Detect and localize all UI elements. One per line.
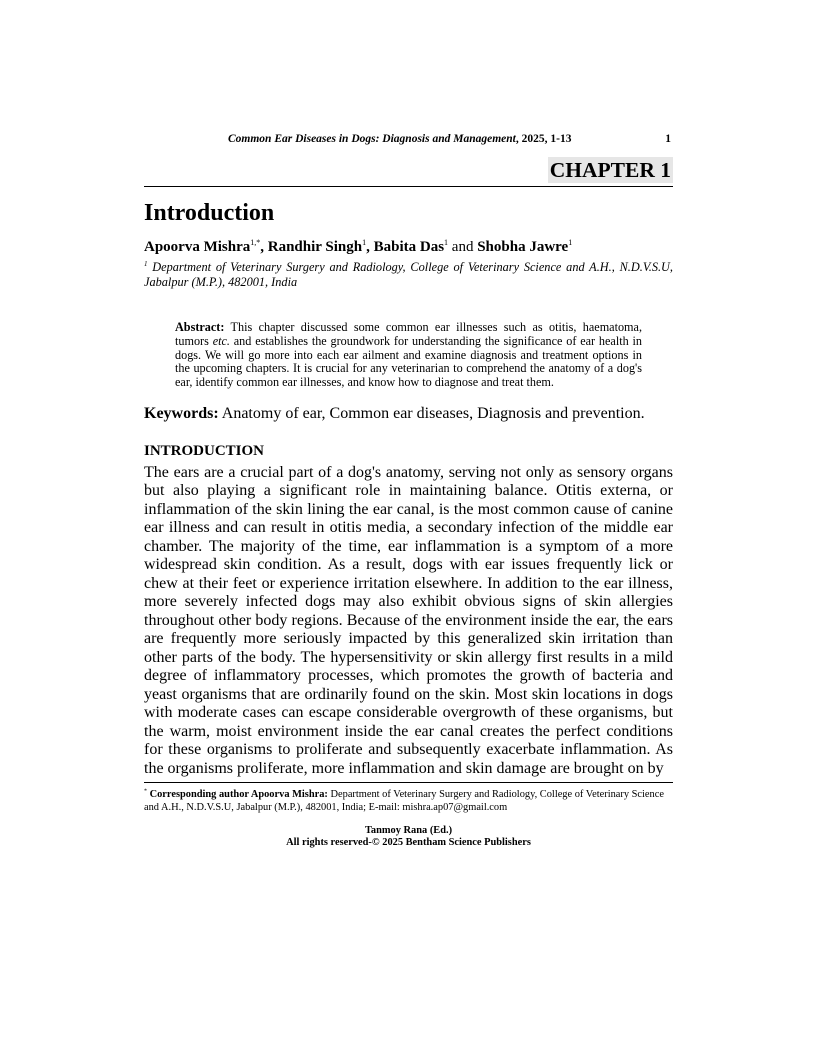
- author-name: Babita Das: [373, 239, 445, 255]
- chapter-row: [144, 157, 673, 186]
- affiliation-sup: 1: [144, 259, 148, 268]
- section-heading: INTRODUCTION: [144, 442, 265, 459]
- author-name: Apoorva Mishra: [144, 239, 251, 255]
- author-sup: 1: [362, 238, 367, 247]
- publisher-info: [144, 825, 673, 849]
- body-paragraph: The ears are a crucial part of a dog's anatomy, serving not only as sensory organs but also playing a significant role in maintaining balance. Otitis externa, or inflammation of the skin lining the ear canal, is the most common cause of canine ear illness and can result in otitis media, a secondary infection of the middle ear chamber. The majority of the time, ear inflammation is a symptom of a more widespread skin condition. As a result, dogs with ear issues frequently lick or chew at their feet or experience irritation elsewhere. In addition to the ear illness, more severely infected dogs may also exhibit obvious signs of skin allergies throughout other body regions. Because of the environment inside the ear, the ears are frequently more seriously impacted by this generalized skin irritation than other parts of the body. The hypersensitivity or skin allergy first results in a mild degree of inflammatory processes, which promotes the growth of bacteria and yeast organisms that are ordinarily found on the skin. Most skin locations in dogs with moderate cases can escape considerable overgrowth of these organisms, but the warm, moist environment inside the ear canal creates the perfect conditions for these organisms to proliferate and subsequently exacerbate inflammation. As the organisms proliferate, more inflammation and skin damage are brought on by: [144, 463, 673, 777]
- author-sep: ,: [260, 239, 268, 255]
- author-sep: and: [448, 239, 478, 255]
- footnote-text: Department of Veterinary Surgery and Radiology, College of Veterinary Science and A.H., N.D.V.S.U, Jabalpur (M.P.), 482001, India; E-mail: mishra.ap07@gmail.com: [144, 789, 664, 813]
- abstract-etc: etc.: [212, 333, 230, 348]
- keywords-text: Anatomy of ear, Common ear diseases, Diagnosis and prevention.: [218, 404, 645, 422]
- affiliation-text: Department of Veterinary Surgery and Radiology, College of Veterinary Science and A.H., N.D.V.S.U, Jabalpur (M.P.), 482001, India: [144, 260, 673, 289]
- author-sup: 1: [444, 238, 449, 247]
- copyright: All rights reserved-© 2025 Bentham Science Publishers: [286, 837, 531, 849]
- editor: Tanmoy Rana (Ed.): [364, 825, 453, 837]
- author-sep: ,: [366, 239, 374, 255]
- footnote-sup: *: [144, 789, 147, 796]
- author-name: Randhir Singh: [267, 239, 363, 255]
- footnote-label: Corresponding author Apoorva Mishra:: [147, 789, 328, 801]
- chapter-title: Introduction: [144, 200, 275, 226]
- abstract-text: This chapter discussed some common ear illnesses such as otitis, haematoma, tumors: [175, 320, 642, 348]
- footnote-rule: [144, 782, 673, 783]
- affiliation: [144, 260, 673, 289]
- header-rule: [144, 186, 673, 187]
- abstract-text: and establishes the groundwork for understanding the significance of ear health in dogs. We will go more into each ear ailment and examine diagnosis and treatment options in the upcoming chapters. It is crucial for any veterinarian to comprehend the anatomy of a dog's ear, identify common ear illnesses, and know how to diagnose and treat them.: [175, 333, 642, 390]
- keywords: [144, 404, 673, 424]
- page-number: 1: [665, 133, 671, 145]
- author-sup: 1,*: [250, 238, 261, 247]
- running-header: [144, 132, 673, 146]
- abstract-label: Abstract:: [175, 320, 225, 334]
- author-sup: 1: [568, 238, 573, 247]
- running-header-title: [228, 132, 571, 146]
- keywords-label: Keywords:: [144, 404, 219, 422]
- author-name: Shobha Jawre: [477, 239, 569, 255]
- footnote: [144, 789, 673, 814]
- abstract: [175, 321, 642, 390]
- book-info: , 2025, 1-13: [515, 133, 572, 145]
- chapter-label: CHAPTER 1: [549, 158, 671, 182]
- author-list: [144, 238, 673, 256]
- book-title: Common Ear Diseases in Dogs: Diagnosis and Management: [228, 133, 516, 145]
- page-column: [144, 132, 673, 849]
